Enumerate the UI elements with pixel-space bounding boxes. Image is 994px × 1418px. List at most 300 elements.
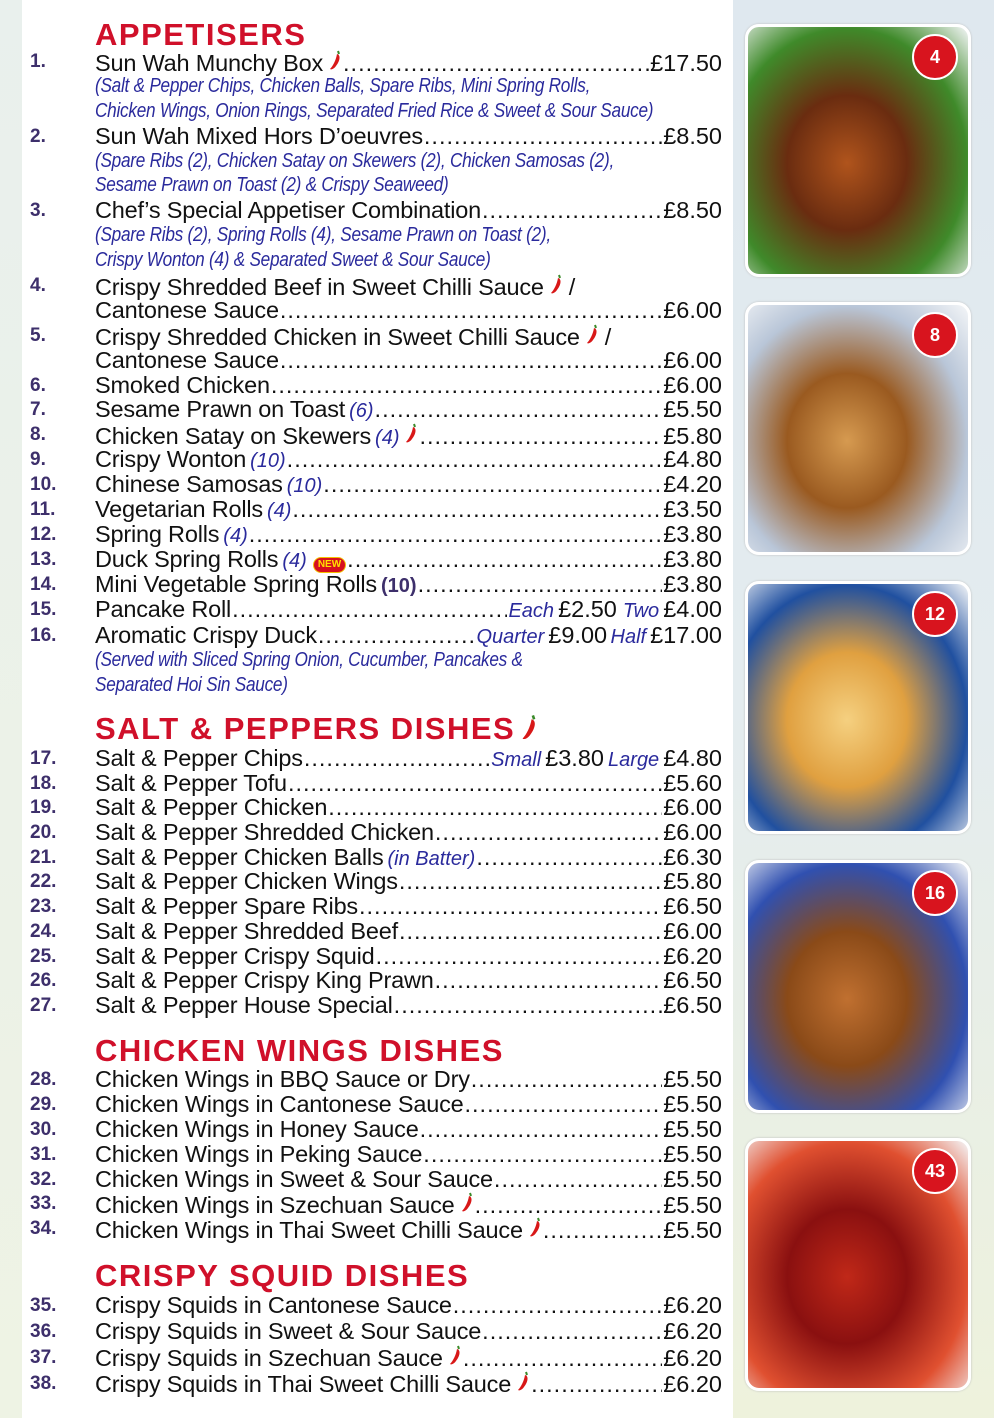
item-line (22, 323, 733, 348)
item-price-variant (611, 623, 722, 650)
item-number: 24. (30, 920, 57, 942)
item-price: £6.00 (663, 819, 722, 846)
item-row (95, 447, 722, 474)
dot-leader (399, 919, 662, 944)
item-number: 37. (30, 1347, 57, 1368)
dot-leader (471, 1067, 662, 1092)
item-row (95, 771, 722, 796)
item-price-variant (623, 597, 722, 624)
chili-icon (520, 712, 538, 742)
item-price: £8.50 (663, 197, 722, 224)
variant-price: £17.00 (650, 622, 722, 649)
item-row (95, 919, 722, 944)
dot-leader (304, 746, 490, 771)
item-price: £8.50 (663, 122, 722, 149)
variant-label: Half (610, 626, 647, 649)
item-line (22, 74, 733, 99)
item-name: Salt & Pepper Tofu (95, 769, 287, 796)
dot-leader (280, 298, 662, 323)
menu-item[interactable] (22, 373, 733, 398)
item-line (22, 1318, 733, 1344)
item-line (22, 1370, 733, 1396)
item-row (95, 993, 722, 1018)
dot-leader (394, 993, 663, 1018)
item-name: Crispy Squids in Szechuan Sauce (95, 1345, 443, 1371)
item-price: £6.30 (663, 843, 722, 870)
dot-leader (249, 522, 662, 547)
item-name: Vegetarian Rolls (95, 496, 263, 523)
menu-item[interactable] (22, 1117, 733, 1142)
item-number: 12. (30, 523, 57, 545)
item-number: 17. (30, 748, 57, 769)
item-line (22, 124, 733, 149)
item-line (22, 497, 733, 522)
item-name: Crispy Shredded Beef in Sweet Chilli Sauce (95, 274, 544, 301)
item-name: Chicken Wings in Thai Sweet Chilli Sauce (95, 1217, 523, 1244)
item-name: Duck Spring Rolls (95, 545, 279, 572)
dish-number-badge: 12 (912, 591, 958, 637)
item-line (22, 149, 733, 174)
item-price-variant (508, 597, 616, 624)
chili-icon (549, 273, 563, 295)
item-price: £5.50 (663, 396, 722, 423)
item-line (22, 648, 733, 673)
item-price: £6.00 (663, 371, 722, 398)
item-row (95, 597, 722, 624)
item-line (22, 746, 733, 771)
menu-item[interactable] (22, 746, 733, 771)
dish-number-badge: 43 (912, 1148, 958, 1194)
variant-price: £4.80 (663, 745, 722, 771)
item-quantity-note: (4) (223, 524, 248, 547)
dot-leader (543, 1218, 662, 1243)
dish-number-badge: 16 (912, 870, 958, 916)
item-number: 10. (30, 474, 57, 496)
dot-leader (359, 894, 662, 919)
item-row (95, 348, 722, 373)
item-row (95, 497, 722, 524)
item-description: Sesame Prawn on Toast (2) & Crispy Seaweed) (95, 174, 449, 197)
item-name: Salt & Pepper Chicken Balls (95, 843, 384, 870)
dot-leader (288, 771, 662, 796)
item-number: 23. (30, 896, 57, 918)
item-price: £6.00 (663, 794, 722, 821)
dot-leader (347, 547, 662, 572)
item-number: 33. (30, 1193, 57, 1215)
dot-leader (435, 820, 662, 845)
menu-item[interactable] (22, 845, 733, 870)
item-line (22, 968, 733, 993)
item-number: 38. (30, 1373, 57, 1394)
item-quantity-note: (4) (266, 500, 292, 523)
menu-item[interactable] (22, 1067, 733, 1092)
item-row (95, 198, 722, 223)
item-row (95, 869, 722, 894)
menu-item[interactable] (22, 49, 733, 124)
item-line (22, 597, 733, 622)
item-number: 21. (30, 846, 57, 868)
item-line (22, 894, 733, 919)
item-quantity-note: (4) (282, 549, 307, 572)
variant-label: Two (622, 599, 660, 622)
item-row (95, 397, 722, 424)
item-line (22, 348, 733, 373)
item-quantity-note: (10) (250, 450, 286, 473)
chili-icon (404, 422, 418, 444)
item-number: 29. (30, 1093, 57, 1115)
item-price: £5.50 (663, 1090, 722, 1117)
item-row (95, 1191, 722, 1218)
dot-leader (465, 1092, 663, 1117)
dot-leader (475, 1193, 663, 1218)
menu-item[interactable] (22, 447, 733, 472)
menu-item[interactable] (22, 1191, 733, 1219)
item-price: £3.80 (663, 570, 722, 597)
item-name: Chicken Wings in Honey Sauce (95, 1115, 419, 1142)
dot-leader (343, 51, 649, 76)
dot-leader (476, 845, 662, 870)
item-row (95, 273, 722, 300)
item-row (95, 49, 722, 76)
item-description: Chicken Wings, Onion Rings, Separated Fried Rice & Sweet & Sour Sauce) (95, 99, 654, 122)
menu-item[interactable] (22, 944, 733, 969)
chili-icon (460, 1191, 474, 1213)
item-number: 14. (30, 573, 57, 595)
item-line (22, 397, 733, 422)
item-price: £3.80 (663, 520, 722, 547)
item-price: £6.20 (663, 1371, 722, 1397)
menu-item[interactable] (22, 273, 733, 323)
item-price: £5.80 (663, 868, 722, 895)
item-price-variant (608, 746, 722, 773)
item-name: Salt & Pepper Chips (95, 745, 303, 771)
menu-item[interactable] (22, 1318, 733, 1344)
item-price: £4.80 (663, 446, 722, 473)
menu-page (22, 0, 733, 1418)
variant-label: Quarter (476, 626, 545, 649)
menu-item[interactable] (22, 198, 733, 273)
menu-item[interactable] (22, 1370, 733, 1396)
item-list (22, 1292, 733, 1396)
item-number: 5. (30, 324, 46, 346)
dot-leader (318, 623, 476, 648)
item-line (22, 1167, 733, 1192)
item-number: 32. (30, 1168, 57, 1190)
item-row (95, 623, 722, 650)
item-number: 3. (30, 200, 46, 222)
dot-leader (376, 944, 663, 969)
item-row (95, 1370, 722, 1397)
item-name: Chicken Wings in BBQ Sauce or Dry (95, 1066, 470, 1092)
section-title: SALT & PEPPERS DISHES (95, 711, 516, 746)
menu-item[interactable] (22, 1292, 733, 1318)
left-margin (0, 0, 22, 1418)
item-number: 11. (30, 499, 56, 521)
item-price: £5.80 (663, 423, 722, 450)
item-name: Salt & Pepper Crispy Squid (95, 942, 375, 969)
item-number: 26. (30, 970, 57, 992)
variant-price: £2.50 (558, 595, 617, 622)
item-line (22, 771, 733, 796)
dot-leader (423, 1142, 662, 1167)
item-number: 4. (30, 275, 46, 297)
chili-icon (448, 1344, 462, 1366)
item-name: Crispy Squids in Sweet & Sour Sauce (95, 1318, 482, 1344)
item-line (22, 1191, 733, 1219)
item-price: £6.50 (663, 967, 722, 994)
item-row (95, 547, 722, 574)
item-line (22, 273, 733, 301)
item-description: (Salt & Pepper Chips, Chicken Balls, Spare Ribs, Mini Spring Rolls, (95, 74, 591, 97)
item-number: 22. (30, 871, 57, 893)
item-line (22, 944, 733, 969)
item-price: £6.20 (663, 1292, 722, 1318)
item-name: Sun Wah Munchy Box (95, 50, 324, 76)
dot-leader (424, 124, 662, 149)
item-price: £5.50 (663, 1115, 722, 1142)
item-price: £5.50 (663, 1066, 722, 1092)
item-line (22, 1117, 733, 1142)
dot-leader (232, 597, 507, 622)
item-name: Chinese Samosas (95, 471, 283, 498)
variant-price: £4.00 (663, 595, 722, 622)
item-line (22, 173, 733, 198)
item-number: 13. (30, 548, 57, 570)
item-price: £6.20 (663, 1345, 722, 1371)
item-quantity-note: (in Batter) (387, 847, 476, 870)
menu-item[interactable] (22, 497, 733, 522)
menu-item[interactable] (22, 597, 733, 622)
variant-label: Large (608, 749, 660, 771)
menu-item[interactable] (22, 771, 733, 796)
menu-item[interactable] (22, 795, 733, 820)
item-price: £6.50 (663, 991, 722, 1018)
item-row (95, 572, 722, 599)
item-quantity-note: (6) (349, 400, 374, 423)
item-number: 20. (30, 822, 57, 844)
item-price: £17.50 (650, 50, 722, 76)
item-row (95, 1142, 722, 1167)
item-line (22, 993, 733, 1018)
item-price: £4.20 (663, 471, 722, 498)
item-row (95, 795, 722, 820)
dot-leader (375, 397, 663, 422)
item-line (22, 422, 733, 450)
menu-item[interactable] (22, 572, 733, 597)
item-description: (Spare Ribs (2), Spring Rolls (4), Sesame Prawn on Toast (2), (95, 224, 551, 247)
item-row (95, 323, 722, 350)
item-row (95, 522, 722, 549)
item-line (22, 845, 733, 870)
dot-leader (419, 424, 662, 449)
menu-item[interactable] (22, 522, 733, 547)
item-line (22, 1216, 733, 1244)
item-number: 7. (30, 399, 46, 421)
new-badge: NEW (313, 557, 346, 573)
dot-leader (399, 869, 662, 894)
dot-leader (280, 348, 662, 373)
menu-item[interactable] (22, 820, 733, 845)
item-number: 15. (30, 598, 57, 620)
item-row (95, 472, 722, 499)
item-name-continued: Cantonese Sauce (95, 346, 279, 373)
item-line (22, 99, 733, 124)
item-row (95, 845, 722, 872)
item-line (22, 1067, 733, 1092)
dot-leader (435, 968, 663, 993)
item-row (95, 1067, 722, 1092)
dot-leader (463, 1345, 662, 1371)
item-price: £3.50 (663, 496, 722, 523)
chili-icon (516, 1370, 530, 1392)
item-description: Crispy Wonton (4) & Separated Sweet & Sour Sauce) (95, 249, 491, 272)
item-line (22, 547, 733, 572)
menu-item[interactable] (22, 894, 733, 919)
variant-label: Small (491, 749, 542, 771)
chili-icon (328, 49, 342, 71)
item-price: £5.50 (663, 1140, 722, 1167)
item-line (22, 820, 733, 845)
item-name: Mini Vegetable Spring Rolls (95, 570, 377, 597)
item-name: Chicken Wings in Szechuan Sauce (95, 1192, 455, 1219)
menu-item[interactable] (22, 968, 733, 993)
variant-price: £9.00 (548, 622, 608, 649)
menu-item[interactable] (22, 323, 733, 373)
item-line (22, 1092, 733, 1117)
item-price: £5.50 (663, 1192, 722, 1219)
item-name: Sesame Prawn on Toast (95, 396, 346, 423)
item-price: £6.00 (663, 346, 722, 373)
item-row (95, 1117, 722, 1142)
item-name: Sun Wah Mixed Hors D’oeuvres (95, 122, 423, 149)
item-name: Aromatic Crispy Duck (95, 622, 317, 649)
item-name: Salt & Pepper Shredded Chicken (95, 819, 434, 846)
menu-item[interactable] (22, 869, 733, 894)
item-row (95, 1216, 722, 1243)
item-line (22, 1292, 733, 1318)
item-name: Crispy Wonton (95, 446, 247, 473)
item-number: 1. (30, 51, 46, 72)
item-line (22, 673, 733, 698)
item-name: Salt & Pepper House Special (95, 991, 393, 1018)
item-number: 8. (30, 424, 46, 446)
item-row (95, 820, 722, 845)
menu-item[interactable] (22, 1167, 733, 1192)
item-number: 18. (30, 772, 57, 794)
item-price: £6.00 (663, 917, 722, 944)
item-row (95, 944, 722, 969)
item-name: Salt & Pepper Chicken Wings (95, 868, 398, 895)
item-line (22, 869, 733, 894)
item-name: Chicken Satay on Skewers (95, 423, 372, 450)
item-line (22, 919, 733, 944)
item-name: Salt & Pepper Spare Ribs (95, 893, 358, 920)
item-name-continued: Cantonese Sauce (95, 296, 279, 323)
item-row (95, 124, 722, 149)
dot-leader (271, 373, 662, 398)
dot-leader (482, 198, 662, 223)
item-line (22, 572, 733, 597)
menu-item[interactable] (22, 1142, 733, 1167)
item-name: Crispy Squids in Cantonese Sauce (95, 1292, 452, 1318)
menu-item[interactable] (22, 1216, 733, 1244)
chili-icon (585, 323, 599, 345)
item-number: 27. (30, 994, 57, 1016)
section-heading (95, 1034, 504, 1068)
item-list (22, 1066, 733, 1244)
menu-item[interactable] (22, 547, 733, 572)
item-number: 2. (30, 125, 46, 147)
menu-item[interactable] (22, 919, 733, 944)
item-row (95, 746, 722, 773)
item-price: £5.50 (663, 1165, 722, 1192)
menu-item[interactable] (22, 422, 733, 450)
item-row (95, 1318, 722, 1344)
item-number: 9. (30, 449, 46, 471)
item-line (22, 1344, 733, 1370)
item-line (22, 795, 733, 820)
item-row (95, 298, 722, 323)
item-name: Smoked Chicken (95, 371, 270, 398)
item-number: 6. (30, 374, 46, 396)
dot-leader (453, 1292, 662, 1318)
item-name: Salt & Pepper Shredded Beef (95, 917, 398, 944)
item-row (95, 1167, 722, 1192)
variant-price: £3.80 (545, 745, 604, 771)
menu-item[interactable] (22, 397, 733, 422)
item-price-variant (491, 746, 604, 773)
section-title: APPETISERS (95, 17, 307, 52)
item-line (22, 373, 733, 398)
item-name: Chicken Wings in Sweet & Sour Sauce (95, 1165, 493, 1192)
item-row (95, 1344, 722, 1371)
dot-leader (287, 447, 663, 472)
item-quantity-note: (4) (375, 427, 400, 450)
item-quantity-note: (10) (380, 574, 417, 597)
menu-item[interactable] (22, 623, 733, 698)
item-line (22, 522, 733, 547)
item-list (22, 49, 733, 698)
item-price: £5.50 (663, 1217, 722, 1244)
item-row (95, 894, 722, 919)
section-heading (95, 18, 306, 52)
menu-item[interactable] (22, 472, 733, 497)
item-number: 16. (30, 625, 57, 647)
section-title: CRISPY SQUID DISHES (95, 1258, 470, 1293)
item-name-suffix: / (568, 274, 576, 301)
item-name: Chef’s Special Appetiser Combination (95, 197, 481, 224)
menu-item[interactable] (22, 124, 733, 199)
dish-number-badge: 4 (912, 34, 958, 80)
item-name: Spring Rolls (95, 520, 220, 547)
menu-item[interactable] (22, 1092, 733, 1117)
item-name: Pancake Roll (95, 595, 232, 622)
menu-item[interactable] (22, 993, 733, 1018)
item-row (95, 373, 722, 398)
item-number: 19. (30, 797, 57, 819)
section-heading (95, 712, 538, 746)
dot-leader (418, 572, 663, 597)
item-description: (Spare Ribs (2), Chicken Satay on Skewers (2), Chicken Samosas (2), (95, 149, 614, 172)
menu-item[interactable] (22, 1344, 733, 1370)
section-heading (95, 1259, 469, 1293)
item-name: Chicken Wings in Peking Sauce (95, 1140, 423, 1167)
dot-leader (494, 1167, 662, 1192)
item-quantity-note: (10) (286, 475, 323, 498)
item-number: 34. (30, 1218, 57, 1240)
item-price: £6.20 (663, 1318, 722, 1344)
variant-label: Each (508, 599, 555, 622)
